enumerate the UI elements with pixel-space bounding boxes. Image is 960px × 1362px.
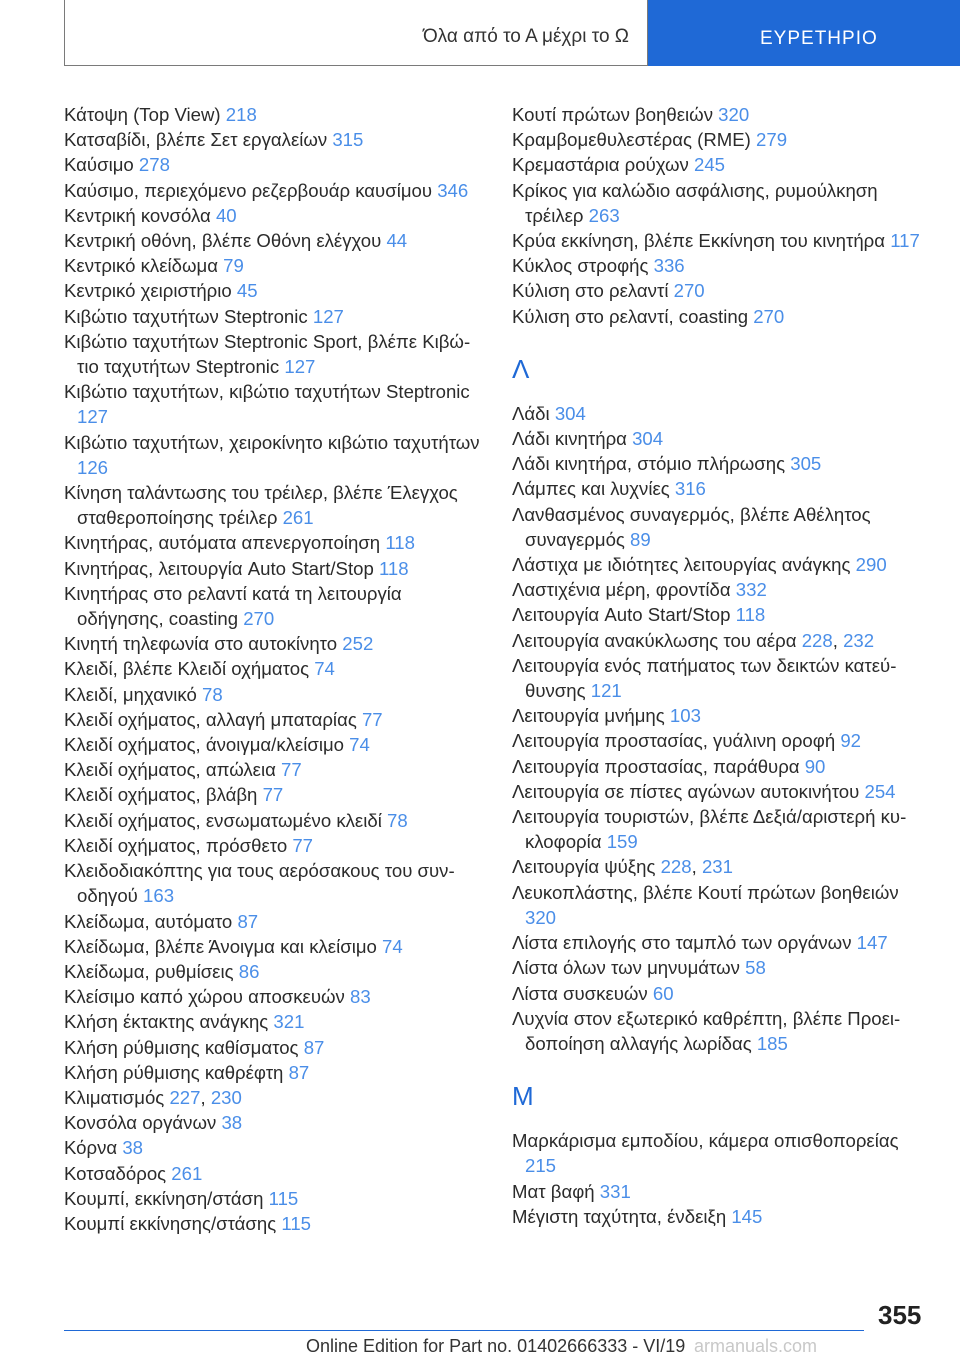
index-entry-text: Λειτουργία ανακύκλωσης του αέρα (512, 629, 802, 651)
index-entry (512, 653, 932, 703)
index-entry (64, 278, 484, 303)
index-entry-text: Κιβώτιο ταχυτήτων, κιβώτιο ταχυτήτων Steptronic (64, 381, 470, 403)
index-entry (512, 804, 932, 854)
page-link[interactable]: 304 (554, 402, 586, 424)
index-entry-text: Κλείδωμα, αυτόματο (64, 910, 238, 932)
index-entry (64, 581, 484, 631)
index-group-m (512, 1128, 932, 1229)
index-entry-text: Κλειδί οχήματος, αλλαγή μπαταρίας (64, 708, 362, 730)
index-entry (64, 1135, 484, 1160)
index-entry-text: Κεντρικό χειριστήριο (64, 280, 237, 302)
index-group-l (512, 401, 932, 1056)
index-entry (512, 703, 932, 728)
page-link[interactable]: 145 (731, 1205, 763, 1227)
page-link[interactable]: 316 (674, 478, 706, 500)
index-entry (64, 656, 484, 681)
page-link[interactable]: 320 (718, 104, 750, 125)
page-link[interactable]: 83 (350, 986, 371, 1008)
index-entry (64, 858, 484, 908)
page-link[interactable]: 74 (382, 935, 403, 957)
index-entry (64, 782, 484, 807)
index-entry-text: Κλειδί οχήματος, άνοιγμα/κλείσιμο (64, 734, 350, 756)
index-entry (512, 304, 932, 329)
index-column-right (512, 102, 932, 1229)
footer-divider (64, 1330, 864, 1331)
index-entry-text: Κοτσαδόρος (64, 1162, 172, 1184)
index-entry-text: Κύκλος στροφής (512, 255, 654, 277)
index-entry-text: Κινητή τηλεφωνία στο αυτοκίνητο (64, 633, 343, 655)
index-entry-text: Κεντρική οθόνη, βλέπε Οθόνη ελέγχου (64, 230, 387, 252)
page-link[interactable]: 232 (843, 629, 875, 651)
page-link[interactable]: 127 (284, 356, 316, 378)
tab-a-to-z[interactable] (64, 0, 648, 66)
index-entry-text: Λάδι κινητήρα (512, 428, 633, 450)
index-entry-text: Κλείδωμα, βλέπε Άνοιγμα και κλείσιμο (64, 935, 383, 957)
index-entry-text: Κύλιση στο ρελαντί, coasting (512, 305, 754, 327)
index-entry (64, 1211, 484, 1236)
page-link[interactable]: 77 (292, 834, 314, 856)
index-entry (512, 1006, 932, 1056)
page-link[interactable]: 305 (790, 453, 822, 475)
index-entry (512, 476, 932, 501)
index-entry (64, 1186, 484, 1211)
index-entry (64, 253, 484, 278)
index-entry (64, 1161, 484, 1186)
index-entry (64, 732, 484, 757)
index-entry-text: Κλειδί οχήματος, βλάβη (64, 784, 263, 806)
page-link[interactable]: 252 (342, 633, 374, 655)
edition-note: Online Edition for Part no. 01402666333 - VI/19 (306, 1336, 686, 1356)
index-entry (64, 984, 484, 1009)
tab-index[interactable] (648, 0, 960, 66)
page-link[interactable]: 215 (525, 1155, 557, 1177)
index-entry-text: Κιβώτιο ταχυτήτων Steptronic (64, 305, 313, 327)
page-link[interactable]: 86 (238, 960, 260, 982)
index-entry (64, 556, 484, 581)
index-entry-text: Λανθασμένος συναγερμός, βλέπε Αθέλητος συναγερμός (512, 503, 871, 550)
top-navigation (0, 0, 960, 68)
page-link[interactable]: 263 (588, 204, 620, 226)
index-entry-text: Λευκοπλάστης, βλέπε Κουτί πρώτων βοηθειών (512, 881, 899, 903)
index-entry-text: Λίστα επιλογής στο ταμπλό των οργάνων (512, 932, 857, 954)
index-entry (512, 228, 932, 253)
index-entry (64, 430, 484, 480)
index-entry (64, 909, 484, 934)
page-link[interactable]: 77 (281, 759, 302, 781)
index-entry-text: Λειτουργία προστασίας, γυάλινη οροφή (512, 730, 841, 752)
page-link[interactable]: 228 (660, 856, 692, 878)
index-entry-text: Κλιματισμός (64, 1086, 170, 1108)
index-entry (512, 253, 932, 278)
index-entry-text: Κονσόλα οργάνων (64, 1112, 222, 1134)
index-entry-text: Λάδι (512, 402, 555, 424)
page-link[interactable]: 40 (215, 204, 237, 226)
page-link[interactable]: 228 (801, 629, 833, 651)
index-entry (64, 757, 484, 782)
page-link[interactable]: 77 (262, 784, 284, 806)
index-entry-text: Κλήση ρύθμισης καθρέφτη (64, 1061, 289, 1083)
index-entry-text: Λειτουργία σε πίστες αγώνων αυτοκινήτου (512, 780, 865, 802)
index-entry (64, 178, 484, 203)
index-entry (512, 955, 932, 980)
index-entry: Κλιματισμός 227, 230 (64, 1086, 242, 1108)
index-entry-text: Καύσιμο (64, 154, 139, 176)
letter-heading-l: Λ (512, 353, 530, 384)
tab-index-label: ΕΥΡΕΤΗΡΙΟ (760, 28, 878, 49)
page-link[interactable]: 38 (122, 1137, 143, 1159)
page-link[interactable]: 115 (281, 1212, 312, 1234)
index-entry (64, 1060, 484, 1085)
index-entry-text: Κλείσιμο καπό χώρου αποσκευών (64, 986, 350, 1008)
page-link[interactable]: 115 (268, 1187, 299, 1209)
index-entry (512, 577, 932, 602)
page-link[interactable]: 290 (855, 554, 887, 576)
index-entry-text: Κλειδί, μηχανικό (64, 683, 203, 705)
page-link[interactable]: 117 (890, 230, 920, 252)
index-entry (64, 102, 484, 127)
page-link[interactable]: 78 (202, 683, 223, 705)
index-entry-text: Κουτί πρώτων βοηθειών (512, 104, 719, 125)
page-link[interactable]: 245 (694, 154, 726, 176)
page-link[interactable]: 346 (437, 179, 469, 201)
page-link[interactable]: 87 (288, 1061, 310, 1083)
index-entry-text: Μέγιστη ταχύτητα, ένδειξη (512, 1205, 732, 1227)
index-entry (512, 880, 932, 930)
index-entry-text: Κραμβομεθυλεστέρας (RME) (512, 129, 757, 151)
index-entry-text: Κλειδί, βλέπε Κλειδί οχήματος (64, 658, 315, 680)
index-entry (64, 480, 484, 530)
index-entry-text: Κλειδί οχήματος, πρόσθετο (64, 834, 293, 856)
page-link[interactable]: 315 (332, 129, 364, 151)
index-entry-text: Λαστιχένια μέρη, φροντίδα (512, 579, 736, 601)
index-entry-text: Κλήση έκτακτης ανάγκης (64, 1011, 274, 1033)
index-entry (64, 959, 484, 984)
watermark: armanuals.com (694, 1336, 818, 1356)
page-link[interactable]: 147 (856, 932, 888, 954)
page-link[interactable]: 118 (378, 557, 409, 579)
index-entry (64, 228, 484, 253)
page-link[interactable]: 254 (864, 780, 896, 802)
page-link[interactable]: 336 (653, 255, 685, 277)
tab-a-to-z-label: Όλα από το Α μέχρι το Ω (422, 26, 629, 47)
index-entry-text: Κύλιση στο ρελαντί (512, 280, 674, 302)
index-entry (512, 502, 932, 552)
index-entry (512, 127, 932, 152)
page-link[interactable]: 332 (735, 579, 767, 601)
index-entry-text: Κατσαβίδι, βλέπε Σετ εργαλείων (64, 129, 333, 151)
index-entry-text: Λειτουργία τουριστών, βλέπε Δεξιά/αριστερή κυκλοφορία (512, 806, 907, 853)
index-entry (64, 152, 484, 177)
index-entry-text: Λάστιχα με ιδιότητες λειτουργίας ανάγκης (512, 554, 856, 576)
page-link[interactable]: 331 (599, 1180, 631, 1202)
page-link[interactable]: 127 (312, 305, 344, 327)
index-entry-text: Λάδι κινητήρα, στόμιο πλήρωσης (512, 453, 791, 475)
index-entry (512, 426, 932, 451)
page-link[interactable]: 118 (735, 604, 766, 626)
page-link[interactable]: 121 (590, 680, 622, 702)
index-entry-text: Κινητήρας, λειτουργία Auto Start/Stop (64, 557, 379, 579)
page-link[interactable]: 45 (236, 280, 258, 302)
index-entry (64, 1009, 484, 1034)
index-entry (64, 808, 484, 833)
index-entry-text: Κλειδοδιακόπτης για τους αερόσακους του συνοδηγού (64, 860, 455, 907)
page-link[interactable]: 87 (237, 910, 259, 932)
page-link[interactable]: 159 (606, 831, 638, 853)
index-entry-text: Κρίκος για καλώδιο ασφάλισης, ρυμούλκηση τρέιλερ (512, 179, 878, 226)
index-entry-text: Καύσιμο, περιεχόμενο ρεζερβουάρ καυσίμου (64, 179, 438, 201)
index-entry (512, 178, 932, 228)
index-entry-text: Κλειδί οχήματος, απώλεια (64, 759, 281, 781)
page-link[interactable]: 79 (223, 255, 244, 277)
page-link[interactable]: 92 (840, 730, 862, 752)
page-link[interactable]: 227 (169, 1086, 201, 1108)
page-link[interactable]: 321 (273, 1011, 305, 1033)
index-column-left (64, 102, 484, 1236)
index-entry-text: Λίστα συσκευών (512, 982, 653, 1004)
page-link[interactable]: 218 (225, 104, 257, 125)
index-entry (512, 451, 932, 476)
index-entry-text: Λειτουργία ενός πατήματος των δεικτών κατεύθυνσης (512, 654, 897, 702)
index-entry (64, 631, 484, 656)
index-entry-text: Κιβώτιο ταχυτήτων Steptronic Sport, βλέπε Κιβώτιο ταχυτήτων Steptronic (64, 330, 471, 378)
index-entry (64, 1110, 484, 1135)
index-entry-text: Λάμπες και λυχνίες (512, 478, 675, 500)
page-link[interactable]: 185 (756, 1032, 788, 1054)
index-entry (64, 682, 484, 707)
index-entry-text: Κιβώτιο ταχυτήτων, χειροκίνητο κιβώτιο ταχυτήτων (64, 431, 480, 453)
index-entry (512, 1204, 932, 1229)
index-entry: Λειτουργία ψύξης 228, 231 (512, 856, 733, 878)
page-link[interactable]: 127 (77, 406, 109, 428)
index-entry-text: Κουμπί, εκκίνηση/στάση (64, 1187, 269, 1209)
page-link[interactable]: 230 (210, 1086, 242, 1108)
index-entry-text: Κεντρικό κλείδωμα (64, 255, 224, 277)
index-entry-text: Κόρνα (64, 1137, 123, 1159)
page-link[interactable]: 74 (349, 734, 370, 756)
index-entry (512, 552, 932, 577)
page-link[interactable]: 77 (361, 708, 383, 730)
index-entry (64, 329, 484, 379)
index-entry (512, 1128, 932, 1178)
index-entry-text: Κάτοψη (Top View) (64, 104, 226, 125)
index-entry-text: Κουμπί εκκίνησης/στάσης (64, 1212, 282, 1234)
page-link[interactable]: 231 (701, 856, 733, 878)
letter-heading-m: Μ (512, 1081, 534, 1112)
page-link[interactable]: 60 (652, 982, 674, 1004)
page-link[interactable]: 278 (138, 154, 170, 176)
page-link[interactable]: 320 (525, 906, 557, 928)
page-link[interactable]: 78 (387, 809, 408, 831)
page-link[interactable]: 304 (632, 428, 664, 450)
index-entry-text: Κλείδωμα, ρυθμίσεις (64, 960, 239, 982)
index-entry-text: Μαρκάρισμα εμποδίου, κάμερα οπισθοπορείας (512, 1130, 899, 1152)
index-entry (64, 1035, 484, 1060)
page-link[interactable]: 279 (756, 129, 788, 151)
index-entry (512, 779, 932, 804)
page-link[interactable]: 270 (243, 608, 275, 630)
page-link[interactable]: 261 (282, 507, 314, 529)
page-link[interactable]: 270 (753, 305, 785, 327)
index-entry (512, 152, 932, 177)
index-entry-text: Λίστα όλων των μηνυμάτων (512, 957, 746, 979)
index-entry (512, 102, 932, 127)
index-entry (64, 833, 484, 858)
index-entry-text: Ματ βαφή (512, 1180, 600, 1202)
page-link[interactable]: 270 (673, 280, 705, 302)
index-entry: Λειτουργία ανακύκλωσης του αέρα 228, 232 (512, 629, 875, 651)
page-link[interactable]: 38 (221, 1112, 243, 1134)
index-entry (64, 530, 484, 555)
page-link[interactable]: 118 (385, 532, 415, 554)
index-entry (512, 728, 932, 753)
page-link[interactable]: 90 (804, 755, 826, 777)
index-group-k (512, 102, 932, 329)
index-entry-text: Κινητήρας στο ρελαντί κατά τη λειτουργία οδήγησης, coasting (64, 582, 402, 630)
index-entry (512, 278, 932, 303)
index-entry (64, 934, 484, 959)
index-entry-text: Κλειδί οχήματος, ενσωματωμένο κλειδί (64, 809, 387, 831)
index-entry-text: Λειτουργία προστασίας, παράθυρα (512, 755, 805, 777)
index-entry-text: Λειτουργία Auto Start/Stop (512, 604, 736, 626)
index-entry-text: Κεντρική κονσόλα (64, 204, 216, 226)
index-entry (512, 930, 932, 955)
page-link[interactable]: 58 (745, 957, 766, 979)
index-entry (512, 754, 932, 779)
index-entry (512, 401, 932, 426)
index-entry (64, 304, 484, 329)
index-entry (512, 602, 932, 627)
page-link[interactable]: 44 (386, 230, 408, 252)
index-entry-text: Λειτουργία μνήμης (512, 705, 670, 727)
index-entry-text: Κρύα εκκίνηση, βλέπε Εκκίνηση του κινητήρα (512, 230, 891, 252)
index-entry (512, 1179, 932, 1204)
index-entry (64, 203, 484, 228)
index-entry (64, 379, 484, 429)
page-link[interactable]: 87 (303, 1036, 325, 1058)
index-entry (64, 707, 484, 732)
index-entry-text: Λειτουργία ψύξης (512, 856, 661, 878)
page-link[interactable]: 126 (77, 456, 109, 478)
index-entry (64, 127, 484, 152)
page-link[interactable]: 89 (630, 528, 651, 550)
index-entry-text: Κρεμαστάρια ρούχων (512, 154, 694, 176)
index-entry-text: Κινητήρας, αυτόματα απενεργοποίηση (64, 532, 386, 554)
page-link[interactable]: 163 (143, 885, 175, 907)
page-link[interactable]: 74 (314, 658, 335, 680)
index-entry (512, 981, 932, 1006)
page-link[interactable]: 261 (171, 1162, 203, 1184)
index-entry-text: Λυχνία στον εξωτερικό καθρέπτη, βλέπε Προειδοποίηση αλλαγής λωρίδας (512, 1007, 901, 1054)
index-entry-text: Κλήση ρύθμισης καθίσματος (64, 1036, 304, 1058)
page-number: 355 (878, 1300, 922, 1330)
page-link[interactable]: 103 (669, 705, 701, 727)
index-entry-text: Κίνηση ταλάντωσης του τρέιλερ, βλέπε Έλεγχος σταθεροποίησης τρέιλερ (64, 482, 458, 529)
